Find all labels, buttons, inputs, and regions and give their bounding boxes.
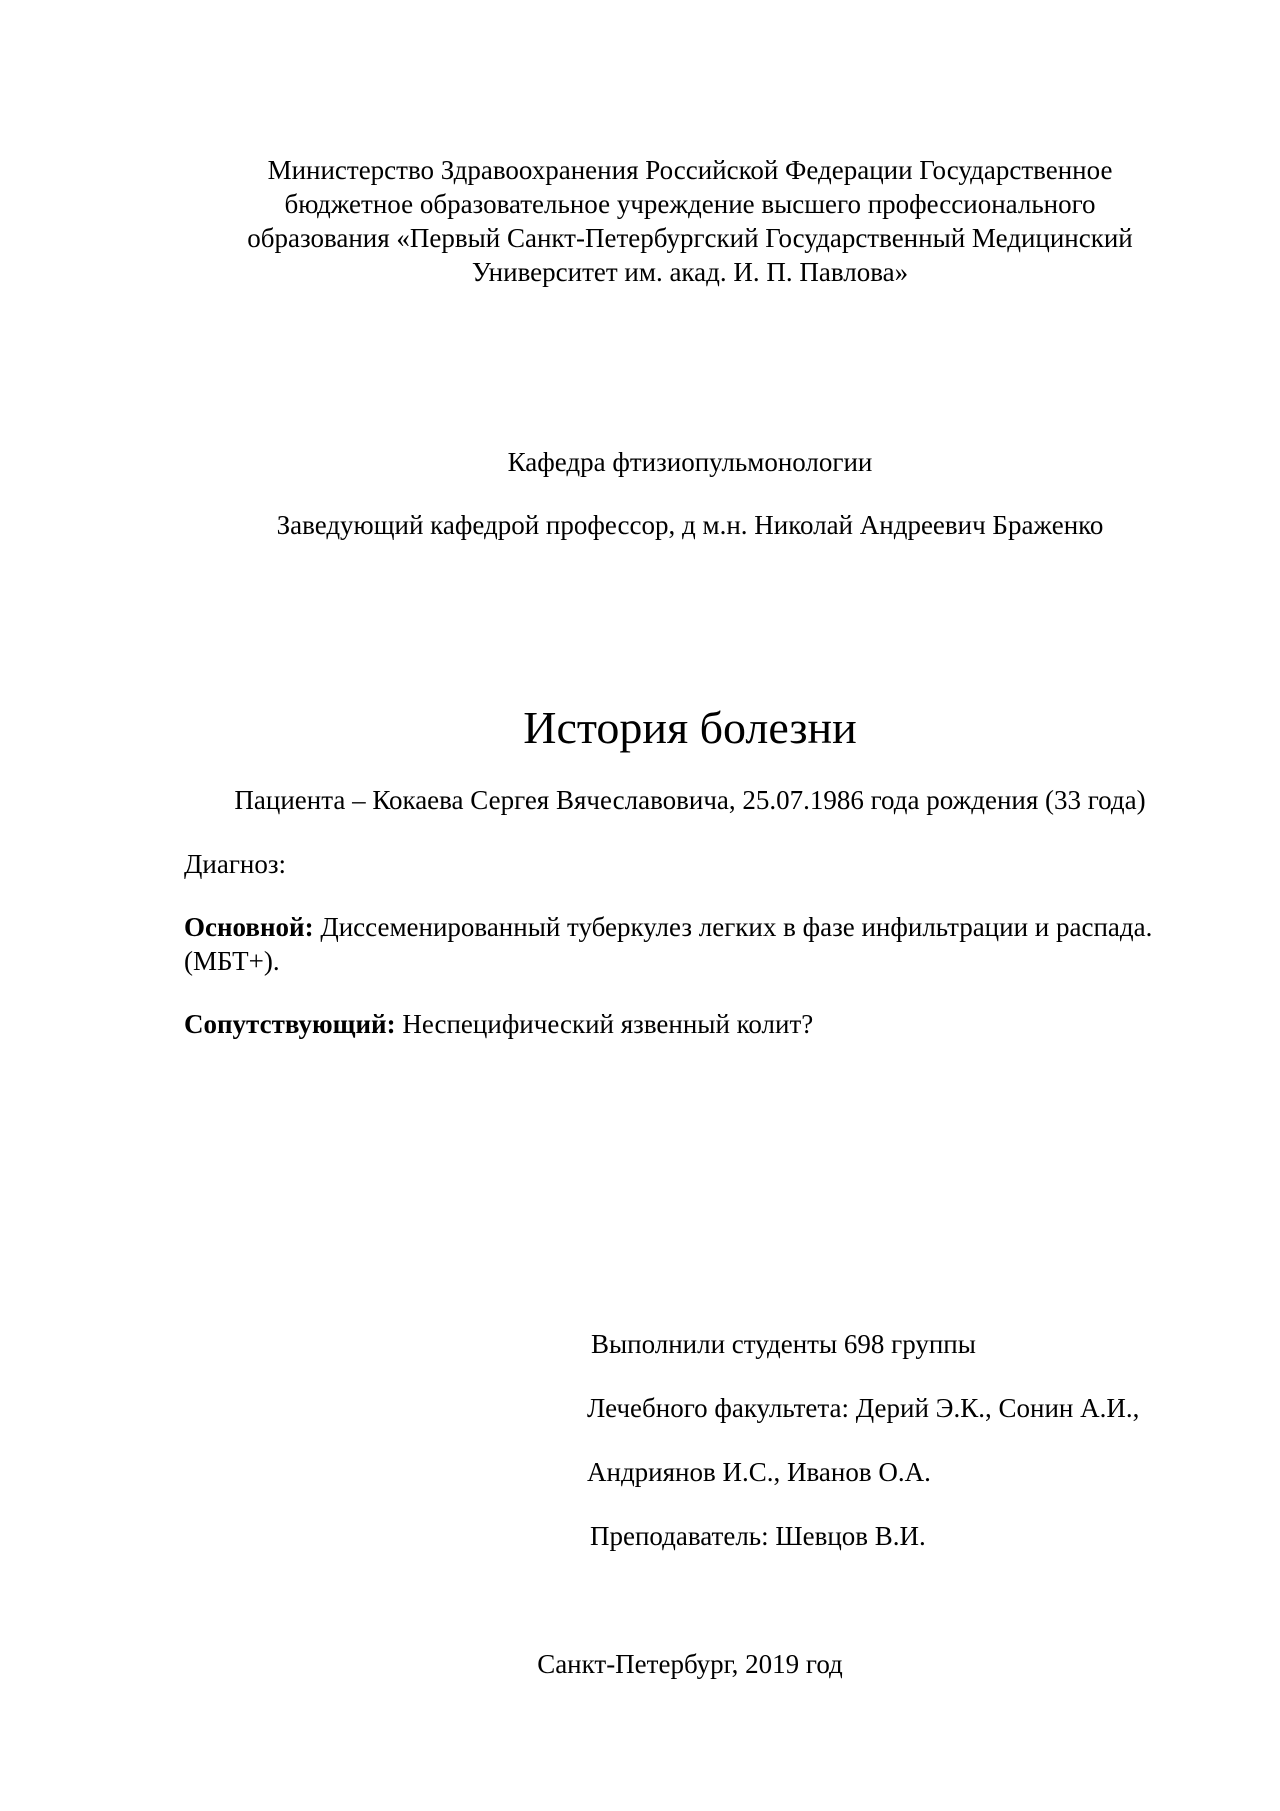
diagnosis-heading: Диагноз: — [184, 849, 287, 879]
secondary-diagnosis — [184, 1007, 813, 1041]
institution-header-line: Министерство Здравоохранения Российской Федерации Государственное — [267, 155, 1113, 185]
document-title: История болезни — [523, 702, 857, 753]
main-diagnosis-text: Диссеменированный туберкулез легких в фазе инфильтрации и распада. (МБТ+). — [184, 912, 1153, 976]
patient-info: Пациента – Кокаева Сергея Вячеславовича, 25.07.1986 года рождения (33 года) — [234, 785, 1146, 815]
institution-header-line: бюджетное образовательное учреждение высшего профессионального — [284, 189, 1096, 219]
city-year: Санкт-Петербург, 2019 год — [537, 1649, 843, 1679]
institution-header-line: образования «Первый Санкт-Петербургский Государственный Медицинский — [247, 223, 1133, 253]
institution-header — [150, 153, 1230, 289]
institution-header-line: Университет им. акад. И. П. Павлова» — [471, 257, 909, 287]
department-name: Кафедра фтизиопульмонологии — [507, 447, 873, 477]
students-line: Выполнили студенты 698 группы — [591, 1329, 976, 1359]
secondary-diagnosis-label: Сопутствующий: — [184, 1009, 396, 1039]
teacher-line: Преподаватель: Шевцов В.И. — [590, 1521, 926, 1551]
main-diagnosis-label: Основной: — [184, 912, 314, 942]
faculty-line: Лечебного факультета: Дерий Э.К., Сонин А.И., — [587, 1393, 1140, 1423]
student-names-line: Андриянов И.С., Иванов О.А. — [587, 1457, 931, 1487]
head-of-department: Заведующий кафедрой профессор, д м.н. Николай Андреевич Браженко — [276, 510, 1104, 540]
secondary-diagnosis-text: Неспецифический язвенный колит? — [395, 1009, 814, 1039]
main-diagnosis — [184, 910, 1164, 978]
